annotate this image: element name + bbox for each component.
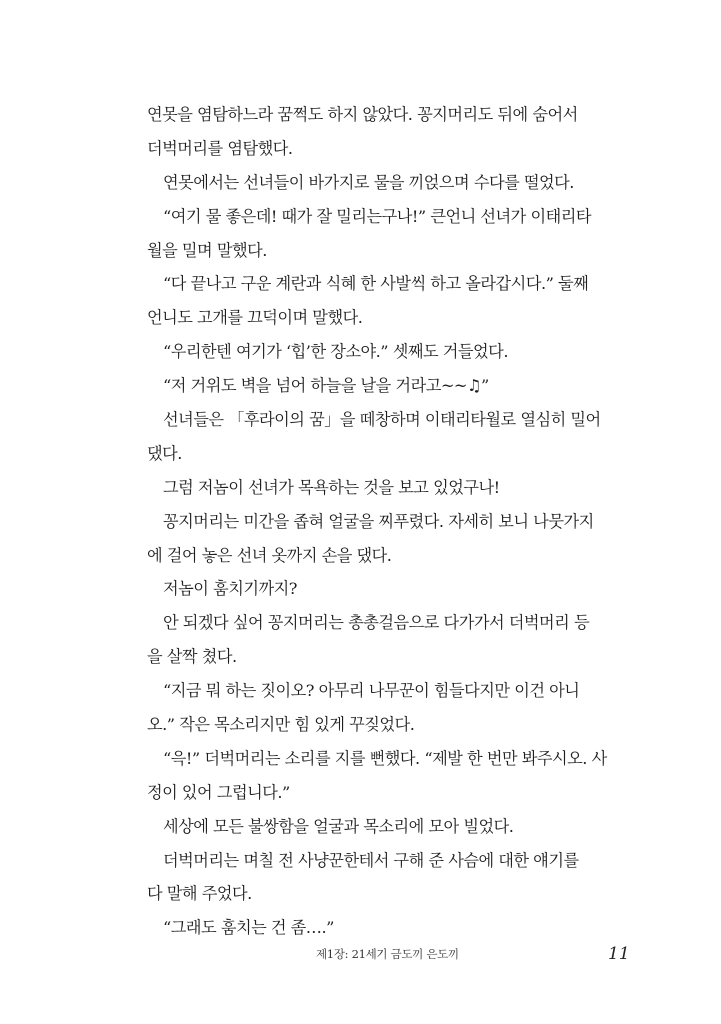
text-line: 저놈이 훔치기까지? <box>163 579 297 599</box>
page-number: 11 <box>608 944 630 964</box>
text-line: 댔다. <box>147 443 182 463</box>
text-line: “그래도 훔치는 건 좀….” <box>163 918 334 938</box>
page-footer <box>0 944 721 968</box>
running-head: 제1장: 21세기 금도끼 은도끼 <box>316 947 459 961</box>
text-line: 더벅머리는 며칠 전 사냥꾼한테서 구해 준 사슴에 대한 얘기를 <box>163 850 579 870</box>
body-text <box>147 98 635 945</box>
text-line: 안 되겠다 싶어 꽁지머리는 총총걸음으로 다가가서 더벅머리 등 <box>163 613 590 633</box>
text-line: “윽!” 더벅머리는 소리를 지를 뻔했다. “제발 한 번만 봐주시오. 사 <box>163 748 607 768</box>
text-line: “저 거위도 벽을 넘어 하늘을 날을 거라고~~♫” <box>163 376 489 396</box>
text-line: 그럼 저놈이 선녀가 목욕하는 것을 보고 있었구나! <box>163 477 500 497</box>
text-line: “우리한텐 여기가 ‘힙’한 장소야.” 셋째도 거들었다. <box>163 342 508 362</box>
text-line: 꽁지머리는 미간을 좁혀 얼굴을 찌푸렸다. 자세히 보니 나뭇가지 <box>163 511 594 531</box>
text-line: “여기 물 좋은데! 때가 잘 밀리는구나!” 큰언니 선녀가 이태리타 <box>163 206 592 226</box>
text-line: 에 걸어 놓은 선녀 옷까지 손을 댔다. <box>147 545 392 565</box>
text-line: “다 끝나고 구운 계란과 식혜 한 사발씩 하고 올라갑시다.” 둘째 <box>163 274 589 294</box>
text-line: 언니도 고개를 끄덕이며 말했다. <box>147 308 363 328</box>
text-line: 다 말해 주었다. <box>147 884 252 904</box>
text-line: 오.” 작은 목소리지만 힘 있게 꾸짖었다. <box>147 715 415 735</box>
text-line: 선녀들은 「후라이의 꿈」을 떼창하며 이태리타월로 열심히 밀어 <box>163 410 601 430</box>
text-line: “지금 뭐 하는 짓이오? 아무리 나무꾼이 힘들다지만 이건 아니 <box>163 681 580 701</box>
text-line: 월을 밀며 말했다. <box>147 240 267 260</box>
text-line: 을 살짝 쳤다. <box>147 647 237 667</box>
text-line: 연못을 염탐하느라 꿈쩍도 하지 않았다. 꽁지머리도 뒤에 숨어서 <box>147 105 578 124</box>
text-line: 정이 있어 그럽니다.” <box>147 782 290 802</box>
text-line: 더벅머리를 염탐했다. <box>147 138 293 158</box>
text-line: 연못에서는 선녀들이 바가지로 물을 끼얹으며 수다를 떨었다. <box>163 172 574 192</box>
text-line: 세상에 모든 불쌍함을 얼굴과 목소리에 모아 빌었다. <box>163 816 514 836</box>
